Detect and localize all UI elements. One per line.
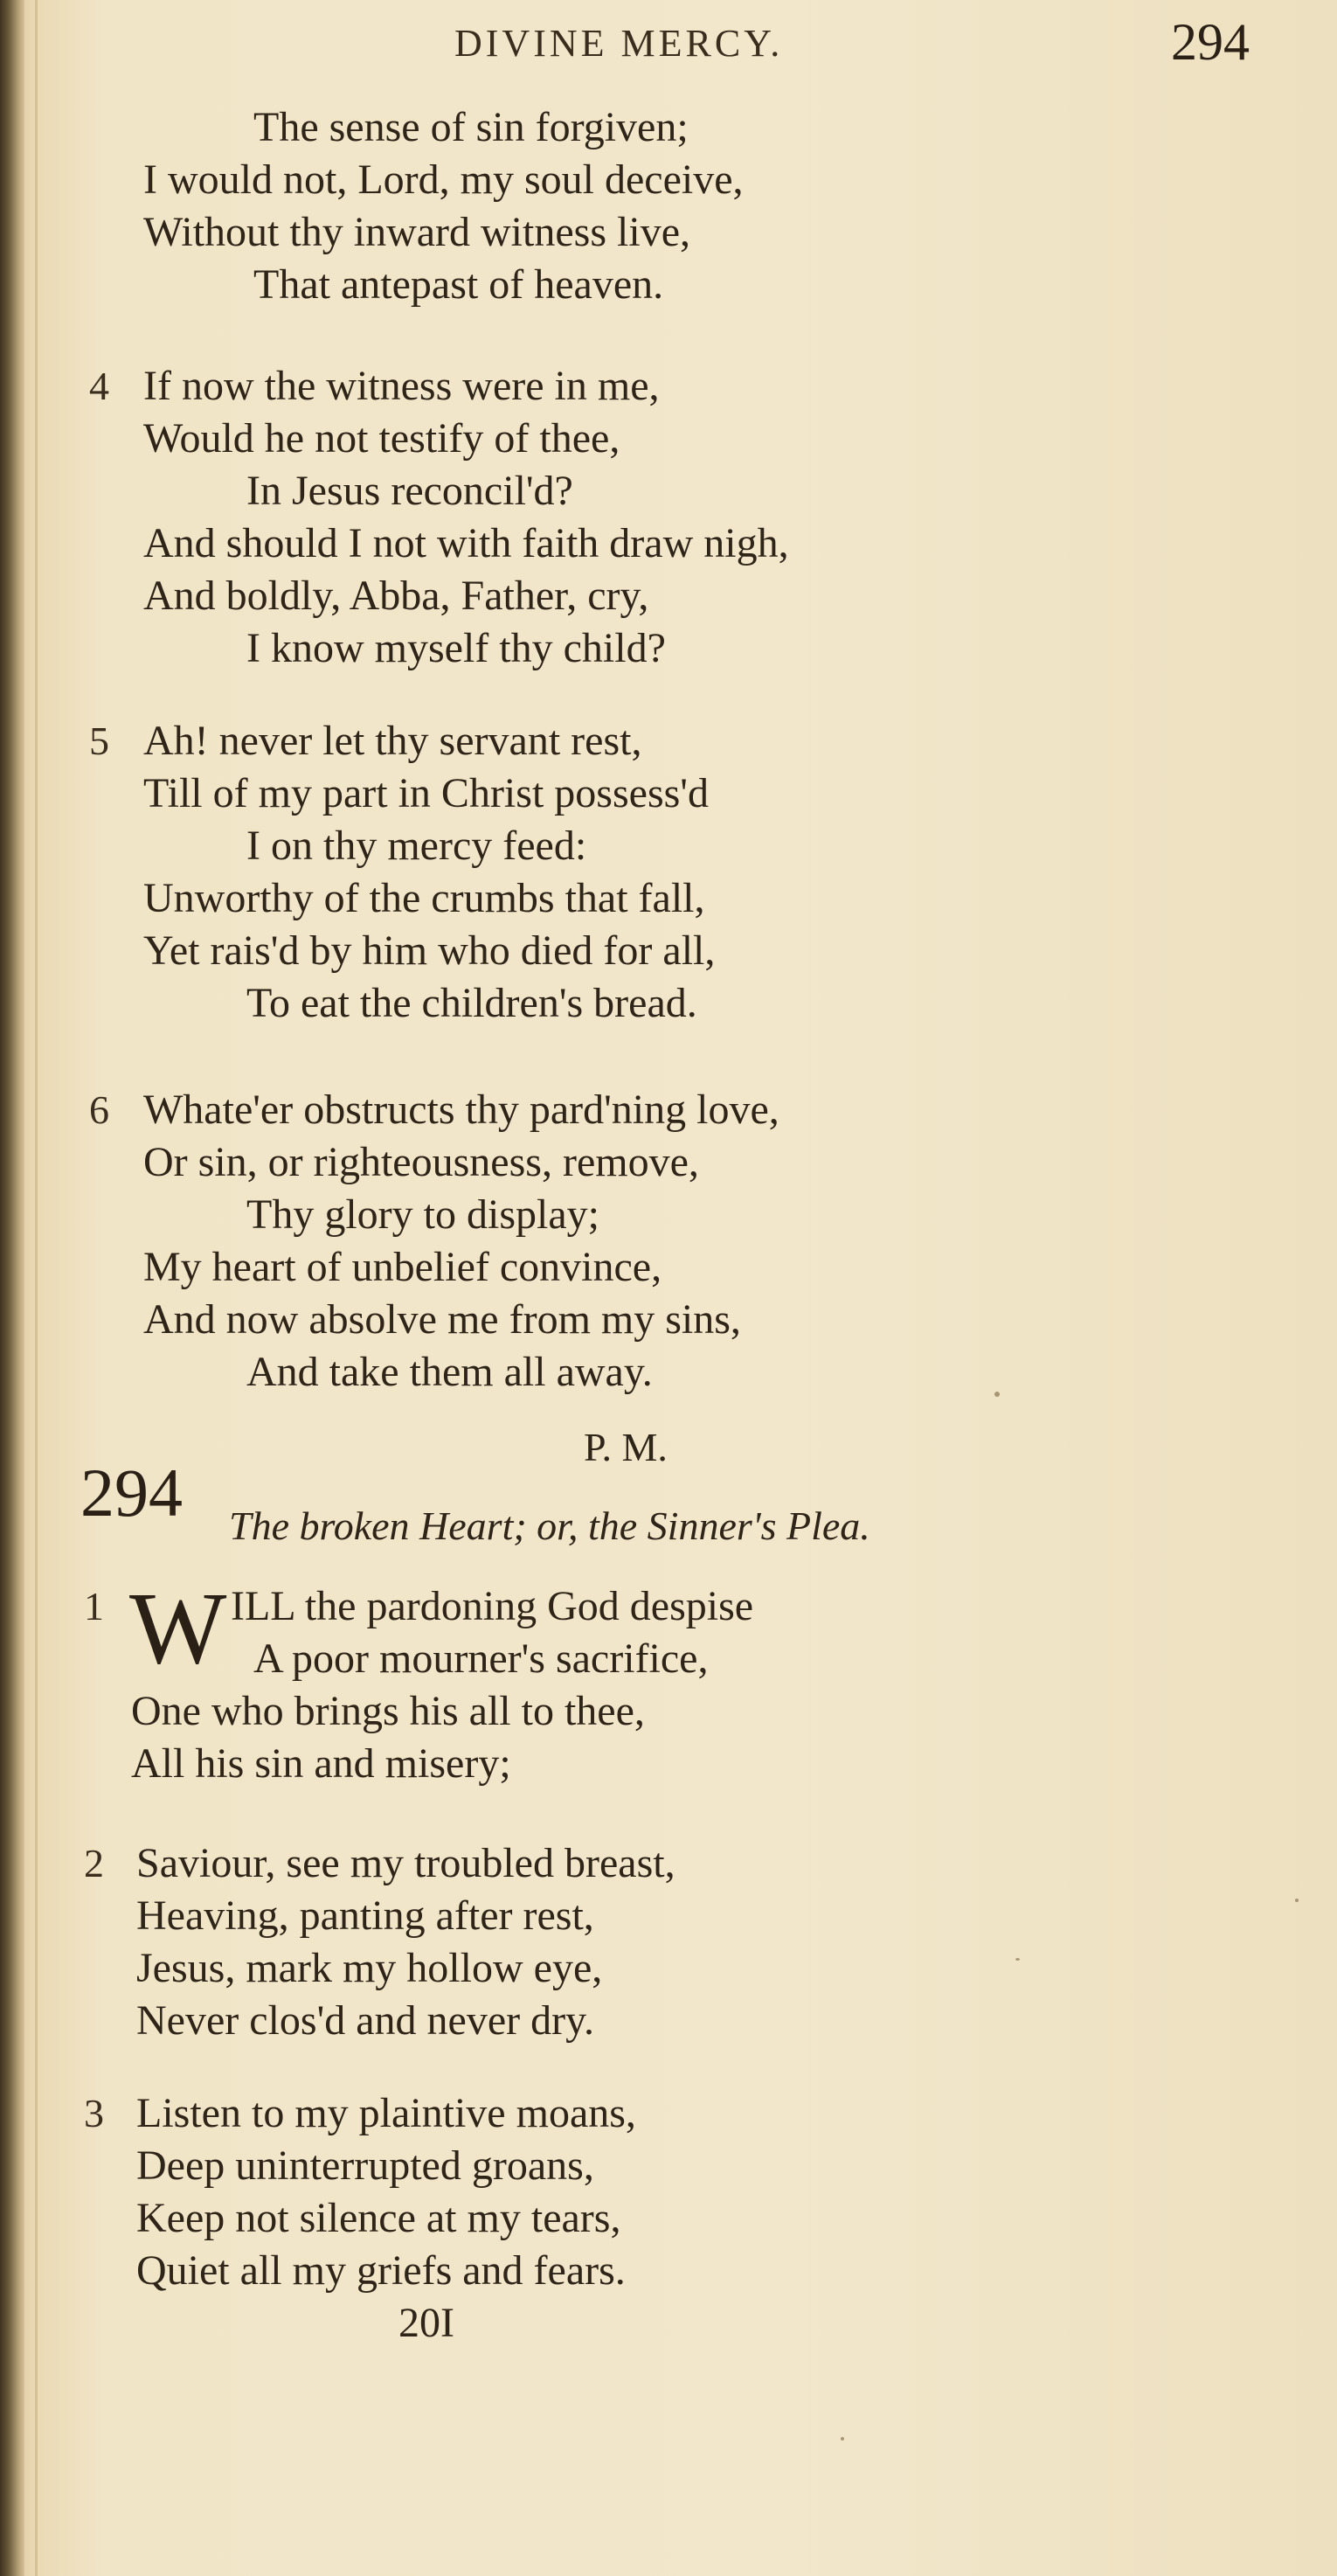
stanza-line: To eat the children's bread. bbox=[246, 980, 697, 1026]
paper-speck bbox=[1015, 1958, 1020, 1961]
signature-mark: 20I bbox=[398, 2300, 454, 2346]
book-binding-edge bbox=[0, 0, 24, 2576]
stanza-number: 5 bbox=[89, 719, 109, 763]
continuation-line: That antepast of heaven. bbox=[253, 261, 664, 308]
page-gutter-line bbox=[35, 0, 38, 2576]
stanza-line: One who brings his all to thee, bbox=[131, 1688, 645, 1734]
stanza-line: My heart of unbelief convince, bbox=[143, 1244, 662, 1290]
stanza-line: Ah! never let thy servant rest, bbox=[143, 718, 642, 764]
paper-speck bbox=[1295, 1899, 1299, 1902]
stanza-line: Quiet all my griefs and fears. bbox=[136, 2247, 626, 2294]
paper-speck bbox=[994, 1392, 1000, 1397]
stanza-line: And now absolve me from my sins, bbox=[143, 1296, 741, 1343]
stanza-line: ILL the pardoning God despise bbox=[231, 1583, 754, 1629]
stanza-line: Till of my part in Christ possess'd bbox=[143, 770, 709, 816]
stanza-line: Would he not testify of thee, bbox=[143, 415, 620, 462]
hymn-title: The broken Heart; or, the Sinner's Plea. bbox=[229, 1503, 870, 1548]
stanza-line: Or sin, or righteousness, remove, bbox=[143, 1139, 699, 1185]
stanza-line: And should I not with faith draw nigh, bbox=[143, 520, 789, 566]
stanza-number: 1 bbox=[84, 1584, 104, 1628]
stanza-line: Yet rais'd by him who died for all, bbox=[143, 927, 716, 974]
stanza-line: Whate'er obstructs thy pard'ning love, bbox=[143, 1087, 779, 1133]
stanza-number: 4 bbox=[89, 364, 109, 408]
stanza-number: 2 bbox=[84, 1841, 104, 1885]
continuation-line: The sense of sin forgiven; bbox=[253, 104, 689, 150]
stanza-line: Never clos'd and never dry. bbox=[136, 1997, 594, 2044]
stanza-line: Thy glory to display; bbox=[246, 1191, 599, 1238]
continuation-line: Without thy inward witness live, bbox=[143, 209, 690, 255]
stanza-number: 6 bbox=[89, 1087, 109, 1132]
stanza-line: Deep uninterrupted groans, bbox=[136, 2142, 594, 2189]
stanza-line: I on thy mercy feed: bbox=[246, 823, 587, 869]
stanza-line: I know myself thy child? bbox=[246, 625, 666, 671]
page-number: 294 bbox=[1171, 13, 1250, 71]
stanza-line: Unworthy of the crumbs that fall, bbox=[143, 875, 705, 921]
stanza-line: Saviour, see my troubled breast, bbox=[136, 1840, 675, 1886]
stanza-line: If now the witness were in me, bbox=[143, 363, 660, 409]
stanza-line: Keep not silence at my tears, bbox=[136, 2195, 621, 2241]
drop-cap: W bbox=[129, 1571, 227, 1685]
continuation-line: I would not, Lord, my soul deceive, bbox=[143, 156, 744, 203]
stanza-line: A poor mourner's sacrifice, bbox=[253, 1635, 709, 1682]
stanza-line: Heaving, panting after rest, bbox=[136, 1892, 594, 1939]
hymn-meter: P. M. bbox=[584, 1425, 668, 1469]
stanza-line: Listen to my plaintive moans, bbox=[136, 2090, 636, 2136]
hymn-number: 294 bbox=[80, 1455, 183, 1531]
stanza-line: And boldly, Abba, Father, cry, bbox=[143, 573, 649, 619]
stanza-line: In Jesus reconcil'd? bbox=[246, 468, 573, 514]
running-head: DIVINE MERCY. bbox=[454, 22, 784, 65]
stanza-number: 3 bbox=[84, 2091, 104, 2135]
page-header bbox=[0, 12, 1337, 73]
stanza-line: All his sin and misery; bbox=[131, 1740, 511, 1787]
stanza-line: Jesus, mark my hollow eye, bbox=[136, 1945, 603, 1991]
stanza-line: And take them all away. bbox=[246, 1349, 653, 1395]
paper-speck bbox=[841, 2437, 844, 2441]
